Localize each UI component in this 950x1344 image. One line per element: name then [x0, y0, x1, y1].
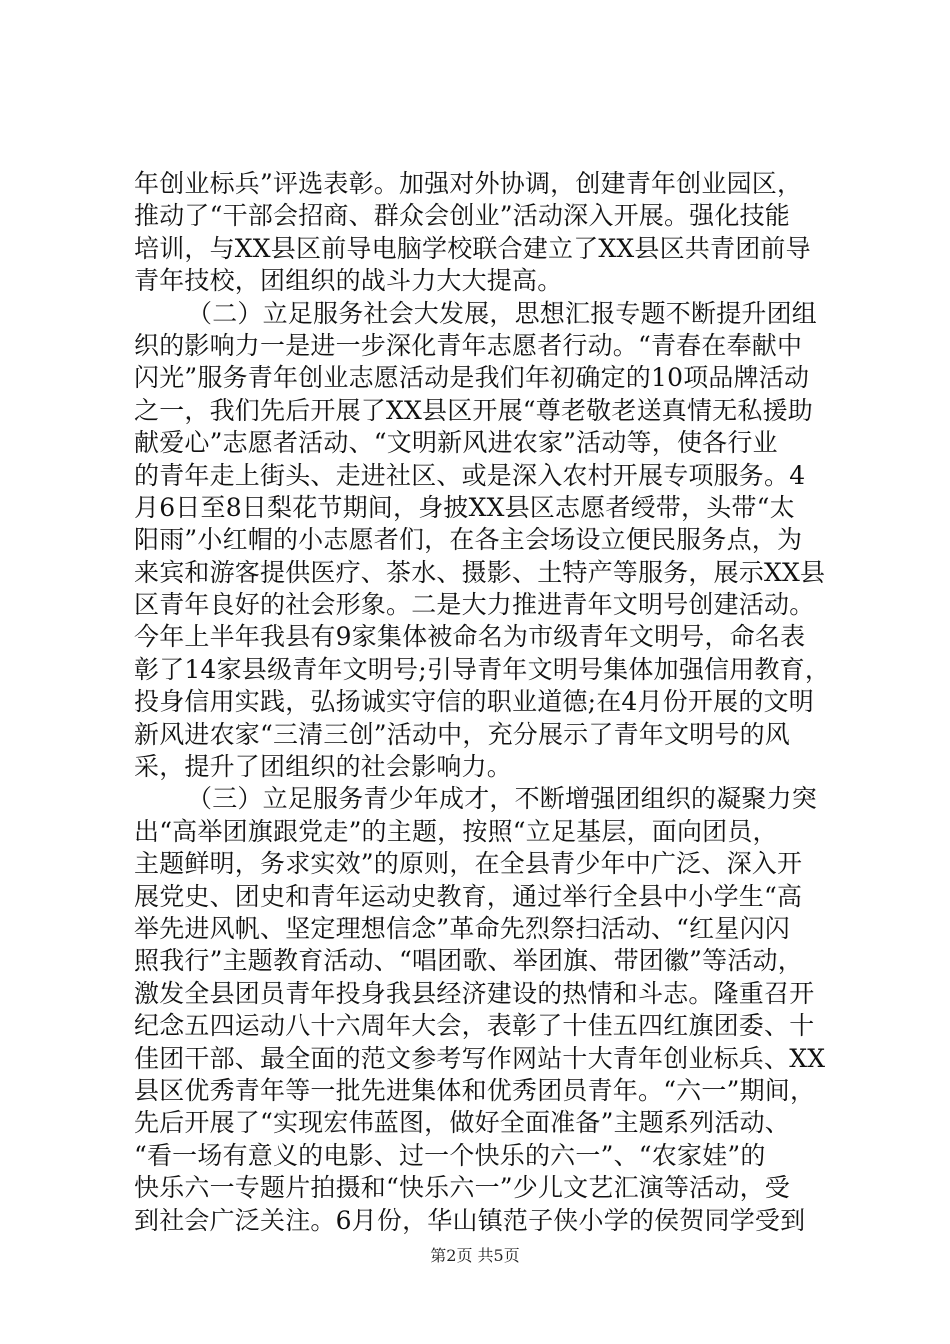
paragraph-start-line: （二）立足服务社会大发展，思想汇报专题不断提升团组	[187, 298, 818, 328]
text-line: 来宾和游客提供医疗、茶水、摄影、土特产等服务，展示XX县	[134, 557, 826, 587]
text-line: 举先进风帆、坚定理想信念”革命先烈祭扫活动、“红星闪闪	[134, 913, 790, 943]
text-line: 激发全县团员青年投身我县经济建设的热情和斗志。隆重召开	[134, 978, 815, 1008]
text-line: 纪念五四运动八十六周年大会，表彰了十佳五四红旗团委、十	[134, 1011, 815, 1041]
text-line: 青年技校，团组织的战斗力大大提高。	[134, 266, 563, 296]
text-line: 阳雨”小红帽的小志愿者们，在各主会场设立便民服务点，为	[134, 525, 803, 555]
text-line: 投身信用实践，弘扬诚实守信的职业道德;在4月份开展的文明	[134, 687, 814, 717]
text-line: 县区优秀青年等一批先进集体和优秀团员青年。“六一”期间，	[134, 1075, 816, 1105]
page-footer: 第2页 共5页	[430, 1246, 520, 1265]
text-line: 闪光”服务青年创业志愿活动是我们年初确定的10项品牌活动	[134, 363, 810, 393]
text-line: 培训，与XX县区前导电脑学校联合建立了XX县区共青团前导	[134, 233, 811, 263]
text-line: “看一场有意义的电影、过一个快乐的六一”、“农家娃”的	[134, 1140, 766, 1170]
text-line: 到社会广泛关注。6月份，华山镇范子侠小学的侯贺同学受到	[134, 1205, 806, 1235]
paragraph-start-line: （三）立足服务青少年成才，不断增强团组织的凝聚力突	[187, 784, 818, 814]
text-line: 展党史、团史和青年运动史教育，通过举行全县中小学生“高	[134, 881, 803, 911]
text-line: 区青年良好的社会形象。二是大力推进青年文明号创建活动。	[134, 590, 815, 620]
text-line: 照我行”主题教育活动、“唱团歌、举团旗、带团徽”等活动，	[134, 946, 803, 976]
text-line: 快乐六一专题片拍摄和“快乐六一”少儿文艺汇演等活动，受	[134, 1173, 790, 1203]
text-line: 先后开展了“实现宏伟蓝图，做好全面准备”主题系列活动、	[134, 1108, 790, 1138]
text-line: 之一，我们先后开展了XX县区开展“尊老敬老送真情无私援助	[134, 395, 813, 425]
text-line: 佳团干部、最全面的范文参考写作网站十大青年创业标兵、XX	[134, 1043, 826, 1073]
text-line: 出“高举团旗跟党走”的主题，按照“立足基层，面向团员，	[134, 816, 778, 846]
text-line: 织的影响力一是进一步深化青年志愿者行动。“青春在奉献中	[134, 330, 803, 360]
text-line: 采，提升了团组织的社会影响力。	[134, 752, 513, 782]
document-body	[134, 168, 834, 1237]
text-line: 主题鲜明，务求实效”的原则，在全县青少年中广泛、深入开	[134, 849, 803, 879]
text-line: 新风进农家“三清三创”活动中，充分展示了青年文明号的风	[134, 719, 790, 749]
text-line: 献爱心”志愿者活动、“文明新风进农家”活动等，使各行业	[134, 428, 778, 458]
text-line: 年创业标兵”评选表彰。加强对外协调，创建青年创业园区，	[134, 169, 803, 198]
text-line: 彰了14家县级青年文明号;引导青年文明号集体加强信用教育，	[134, 654, 831, 684]
text-line: 月6日至8日梨花节期间，身披XX县区志愿者绶带，头带“太	[134, 492, 795, 522]
text-line: 推动了“干部会招商、群众会创业”活动深入开展。强化技能	[134, 201, 790, 231]
text-line: 的青年走上街头、走进社区、或是深入农村开展专项服务。4	[134, 460, 806, 490]
text-line: 今年上半年我县有9家集体被命名为市级青年文明号，命名表	[134, 622, 806, 652]
